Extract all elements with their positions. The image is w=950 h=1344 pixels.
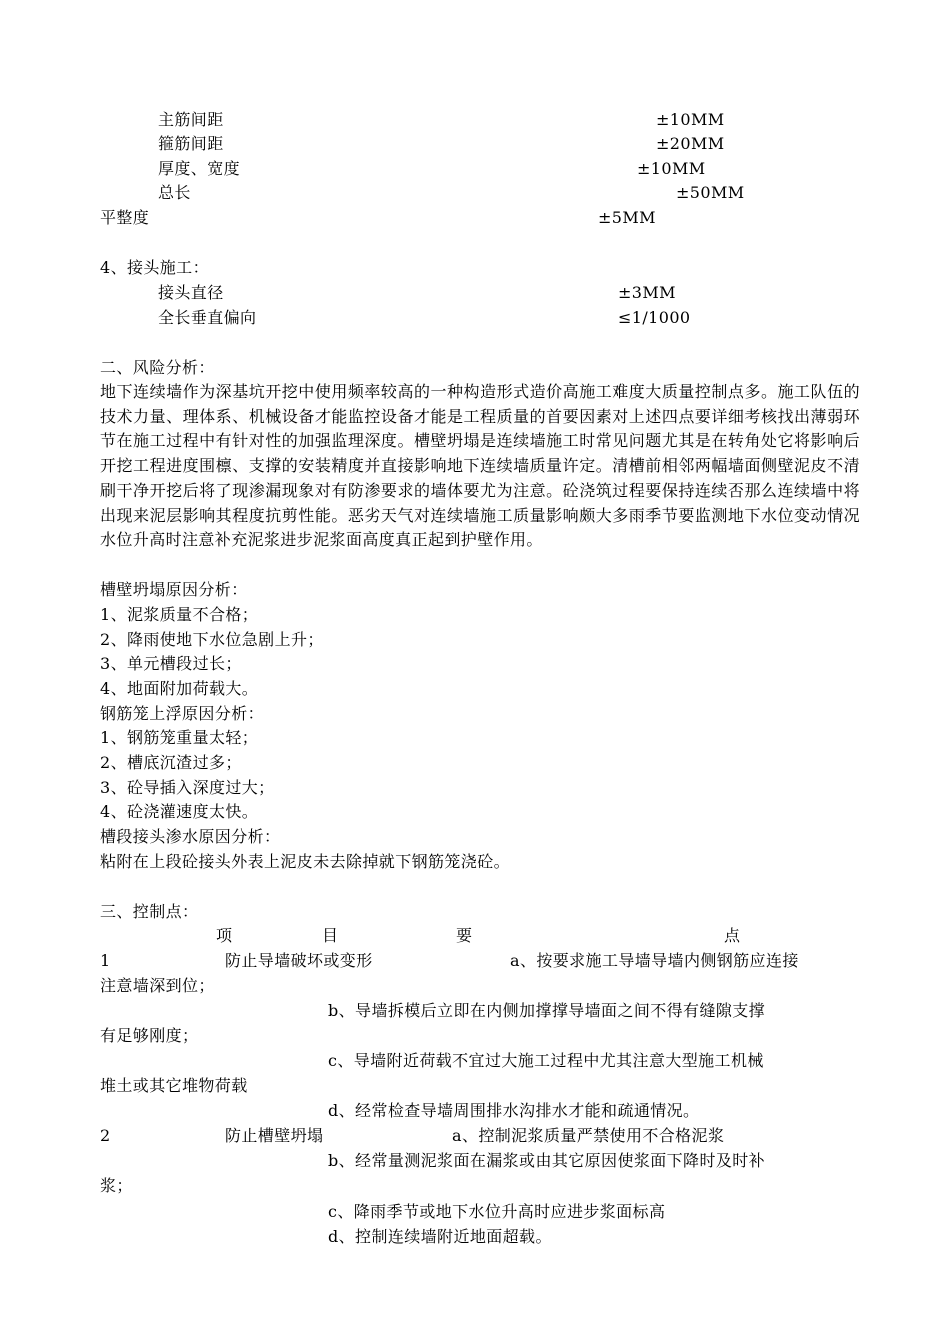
control-item: 防止槽壁坍塌 [225,1126,324,1145]
table-header-cell: 项 [216,926,233,945]
tolerance-label: 厚度、宽度 [158,159,241,178]
joint-value: ≤1/1000 [618,308,691,327]
joint-value: ±3MM [618,283,676,302]
joint-label: 全长垂直偏向 [158,308,257,327]
list-item: 3、单元槽段过长； [100,654,242,673]
tolerance-label: 箍筋间距 [158,134,224,153]
tolerance-value: ±10MM [656,110,725,129]
control-point-continued: 有足够刚度； [100,1026,199,1045]
section-heading: 三、控制点： [100,902,199,921]
subheading: 槽壁坍塌原因分析： [100,580,248,599]
body-text: 粘附在上段砼接头外表上泥皮未去除掉就下钢筋笼浇砼。 [100,852,511,871]
control-point: c、导墙附近荷载不宜过大施工过程中尤其注意大型施工机械 [328,1051,764,1070]
table-header-cell: 点 [724,926,741,945]
control-point: a、按要求施工导墙导墙内侧钢筋应连接 [510,951,799,970]
control-point-continued: 注意墙深到位； [100,976,215,995]
list-item: 1、钢筋笼重量太轻； [100,728,259,747]
risk-paragraph: 地下连续墙作为深基坑开挖中使用频率较高的一种构造形式造价高施工难度大质量控制点多。施工队伍的技术力量、理体系、机械设备才能监控设备才能是工程质量的首要因素对上述四点要详细考核找出薄弱环节在施工过程中有针对性的加强监理深度。槽壁坍塌是连续墙施工时常见问题尤其是在转角处它将影响后开挖工程进度围檩、支撑的安装精度并直接影响地下连续墙质量许定。清槽前相邻两幅墙面侧壁泥皮不清刷干净开挖后将了现渗漏现象对有防渗要求的墙体要尤为注意。砼浇筑过程要保持连续否那么连续墙中将出现来泥层影响其程度抗剪性能。恶劣天气对连续墙施工质量影响颇大多雨季节要监测地下水位变动情况水位升高时注意补充泥浆进步泥浆面高度真正起到护壁作用。 [100,382,860,550]
control-point-continued: 浆； [100,1176,133,1195]
list-item: 1、泥浆质量不合格； [100,605,259,624]
tolerance-value: ±50MM [676,183,745,202]
control-point: d、经常检查导墙周围排水沟排水才能和疏通情况。 [328,1101,700,1120]
row-number: 1 [100,951,111,970]
joint-label: 接头直径 [158,283,224,302]
tolerance-label: 平整度 [100,208,150,227]
table-header-cell: 要 [456,926,473,945]
section-heading: 二、风险分析： [100,358,215,377]
subheading: 钢筋笼上浮原因分析： [100,704,265,723]
row-number: 2 [100,1126,111,1145]
tolerance-value: ±10MM [637,159,706,178]
list-item: 3、砼导插入深度过大； [100,778,275,797]
list-item: 2、槽底沉渣过多； [100,753,242,772]
list-item: 4、砼浇灌速度太快。 [100,802,259,821]
control-point: d、控制连续墙附近地面超载。 [328,1227,552,1246]
control-point: c、降雨季节或地下水位升高时应进步浆面标高 [328,1202,666,1221]
list-item: 4、地面附加荷载大。 [100,679,259,698]
subheading: 槽段接头渗水原因分析： [100,827,281,846]
control-point: b、经常量测泥浆面在漏浆或由其它原因使浆面下降时及时补 [328,1151,766,1170]
control-item: 防止导墙破坏或变形 [225,951,373,970]
list-item: 2、降雨使地下水位急剧上升； [100,630,324,649]
table-header-cell: 目 [322,926,339,945]
tolerance-label: 总长 [158,183,191,202]
control-point: b、导墙拆模后立即在内侧加撑撑导墙面之间不得有缝隙支撑 [328,1001,766,1020]
tolerance-value: ±20MM [656,134,725,153]
tolerance-value: ±5MM [598,208,656,227]
tolerance-label: 主筋间距 [158,110,224,129]
control-point: a、控制泥浆质量严禁使用不合格泥浆 [452,1126,725,1145]
control-point-continued: 堆土或其它堆物荷载 [100,1076,248,1095]
section-heading: 4、接头施工： [100,258,209,277]
